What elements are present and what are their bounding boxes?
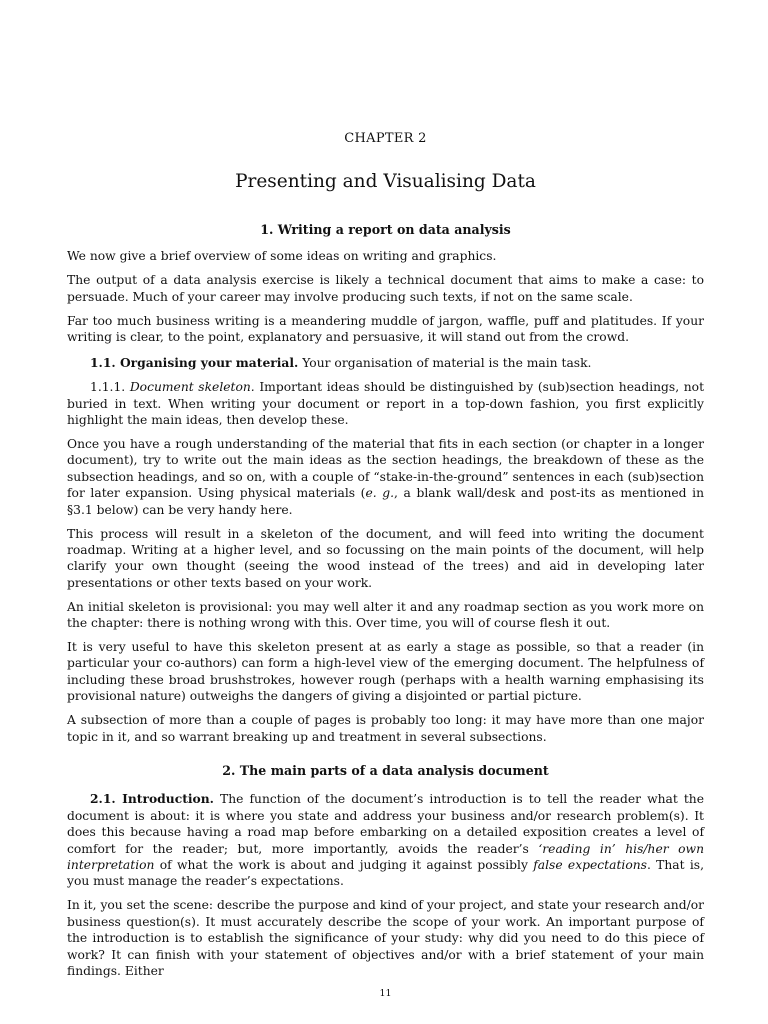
paragraph-business-writing: Far too much business writing is a meandering muddle of jargon, waffle, puff and platitudes. If your writing is clear, to the point, explanatory and persuasive, it will stand out from the crowd. — [67, 313, 704, 345]
subsection-2-1-title: 2.1. Introduction. — [90, 791, 214, 807]
subsection-1-1-lead: Your organisation of material is the main task. — [298, 356, 592, 371]
paragraph-set-the-scene: In it, you set the scene: describe the purpose and kind of your project, and state your research and/or business question(s). It must accurately describe the scope of your work. An important purpose of the introduction is to establish the significance of your study: why did you need to do this piece of work? It can finish with your statement of objectives and/or with a brief statement of your main findings. Either — [67, 898, 704, 978]
paragraph-subsection-length: A subsection of more than a couple of pages is probably too long: it may have more than one major topic in it, and so warrant breaking up and treatment in several subsections. — [67, 713, 704, 744]
introduction-text-a: The function of the document’s introduction is to tell the reader what the document is about: it is where you state and address your business and/or research problem(s). It does this because having a road map before embarking on a detailed exposition creates a level of comfort for the reader; but, more importantly, avoids the reader’s — [67, 792, 704, 856]
subsection-1-1-title: 1.1. Organising your material. — [90, 355, 299, 371]
introduction-text-b: of what the work is about and judging it against possibly — [154, 858, 534, 872]
paragraph-initial-skeleton: An initial skeleton is provisional: you may well alter it and any roadmap section as you work more on the chapter: there is nothing wrong with this. Over time, you will of course flesh it out. — [67, 599, 704, 631]
subsection-1-1-paragraph — [67, 355, 704, 371]
paragraph-process: This process will result in a skeleton of the document, and will feed into writing the document roadmap. Writing at a higher level, and so focussing on the main points of the document, will help clarify your own thought (seeing the wood instead of the trees) and aid in developing later presentations or other texts based on your work. — [67, 526, 704, 590]
chapter-label: CHAPTER 2 — [344, 131, 427, 146]
introduction-text-c: . That is, you must manage the reader’s expectations. — [67, 858, 705, 889]
subsubsection-1-1-1-text: Important ideas should be distinguished by (sub)section headings, not buried in text. When writing your document or report in a top-down fashion, you first explicitly highlight the main ideas, then develop these. — [67, 380, 705, 428]
subsubsection-1-1-1-title: Document skeleton. — [129, 380, 255, 395]
subsubsection-1-1-1-number: 1.1.1. — [90, 380, 130, 395]
paragraph-output: The output of a data analysis exercise is likely a technical document that aims to make a case: to persuade. Much of your career may involve producing such texts, if not on the same scale. — [67, 273, 704, 304]
subsubsection-1-1-1-paragraph — [67, 379, 704, 428]
body-text — [67, 222, 704, 987]
document-page — [67, 0, 704, 1024]
section-2-heading: 2. The main parts of a data analysis document — [222, 762, 549, 778]
chapter-title: Presenting and Visualising Data — [235, 171, 536, 192]
eg-abbreviation: e. g. — [365, 486, 395, 501]
introduction-italic-b: false expectations — [533, 858, 647, 872]
paragraph-once-text-b: , a blank wall/desk and post-its as mentioned in §3.1 below) can be very handy here. — [67, 486, 704, 517]
paragraph-very-useful: It is very useful to have this skeleton present at as early a stage as possible, so that a reader (in particular your co-authors) can form a high-level view of the emerging document. The helpfulness of including these broad brushstrokes, however rough (perhaps with a health warning emphasising its provisional nature) outweighs the dangers of giving a disjointed or partial picture. — [67, 640, 704, 704]
section-1-heading: 1. Writing a report on data analysis — [260, 222, 511, 237]
paragraph-once-you-have — [67, 436, 704, 518]
introduction-italic-a: ‘reading in’ his/her own interpretation — [67, 841, 704, 872]
paragraph-once-text-a: Once you have a rough understanding of the material that fits in each section (or chapter in a longer document), try to write out the main ideas as the section headings, the breakdown of these as the subsection headings, and so on, with a couple of “stake-in-the-ground” sentences in each (sub)section for later expansion. Using physical materials ( — [67, 437, 704, 501]
paragraph-overview: We now give a brief overview of some ideas on writing and graphics. — [67, 249, 497, 264]
page-number: 11 — [379, 988, 392, 999]
subsection-2-1-paragraph — [67, 791, 704, 889]
